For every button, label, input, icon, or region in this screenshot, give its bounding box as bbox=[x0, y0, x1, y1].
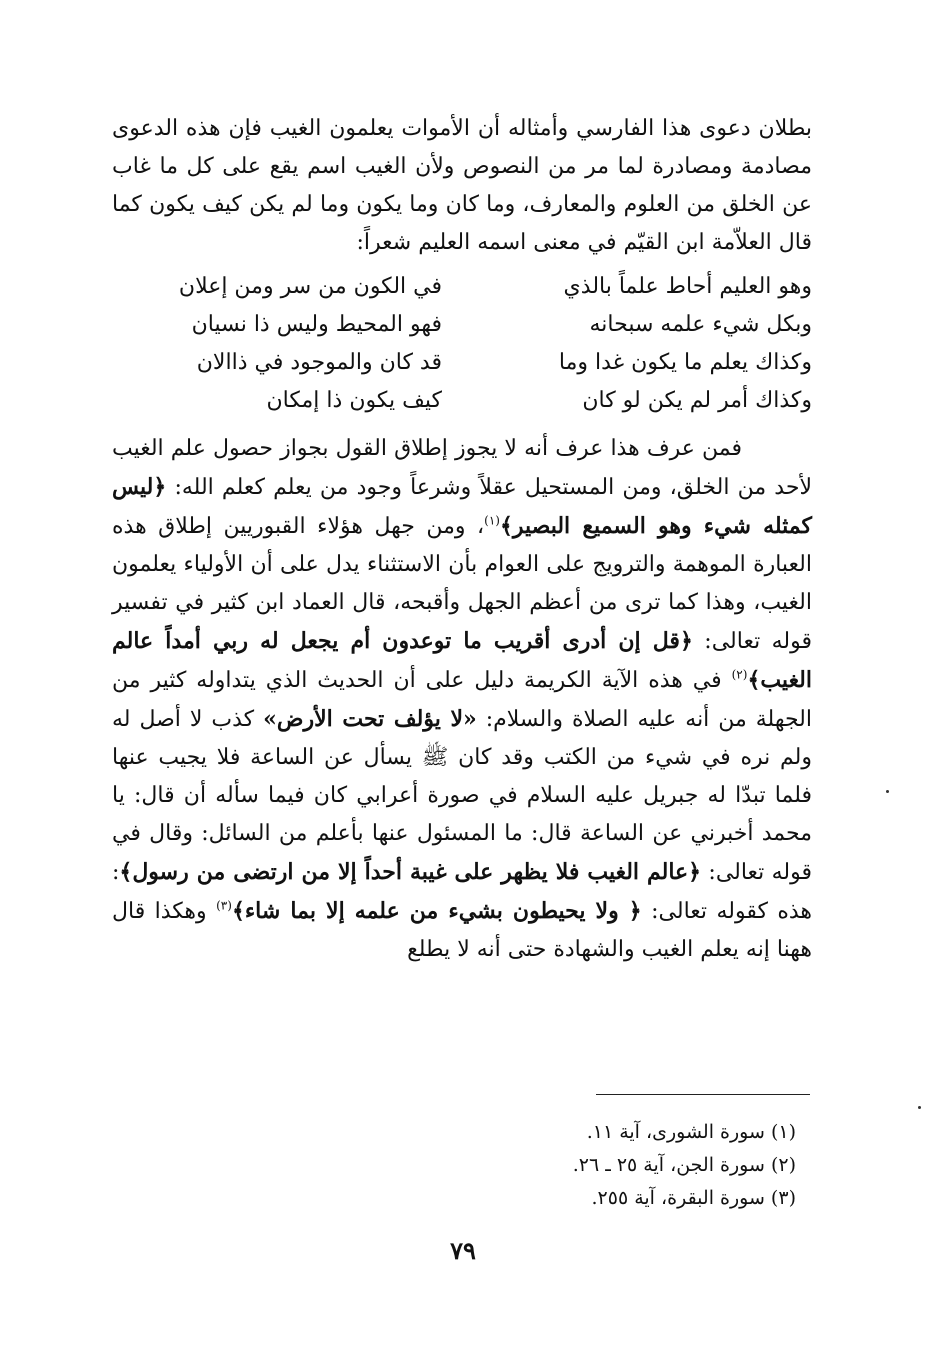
poem-verse bbox=[112, 344, 812, 382]
paragraph-1: بطلان دعوى هذا الفارسي وأمثاله أن الأموات يعلمون الغيب فإن هذه الدعوى مصادمة ومصادرة لما مر من النصوص ولأن الغيب اسم يقع على كل ما غاب عن الخلق من العلوم والمعارف، وما كان وما يكون وما لم يكن كيف يكون كما قال العلاّمة ابن القيّم في معنى اسمه العليم شعراً: bbox=[112, 116, 812, 255]
main-text bbox=[112, 110, 812, 969]
text-run: ، ومن جهل هؤلاء القبوريين إطلاق هذه العبارة الموهمة والترويج على العوام بأن الاستثناء يدل على أن الأولياء يعلمون الغيب، وهذا كما ترى من أعظم الجهل وأقبحه، قال العماد ابن كثير في تفسير قوله تعالى: bbox=[112, 514, 813, 654]
footnote-2: (٢) سورة الجن، آية ٢٥ ـ ٢٦. bbox=[572, 1154, 796, 1176]
verse-first-hemistich: وبكل شيء علمه سبحانه bbox=[589, 312, 812, 337]
text-run: في هذه الآية الكريمة دليل على أن الحديث الذي يتداوله كثير من الجهلة من أنه عليه الصلاة والسلام: bbox=[112, 668, 812, 732]
quran-quote: ﴿عالم الغيب فلا يظهر على غيبة أحداً إلا من ارتضى من رسول﴾ bbox=[119, 859, 702, 885]
footnote-ref: (١) bbox=[484, 513, 500, 528]
footnote-1: (١) سورة الشورى، آية ١١. bbox=[586, 1121, 796, 1143]
footnote-3: (٣) سورة البقرة، آية ٢٥٥. bbox=[591, 1187, 796, 1209]
text-run: : هذه كقوله تعالى: bbox=[112, 860, 813, 924]
page-number: ٧٩ bbox=[450, 1236, 476, 1265]
poem-verse bbox=[112, 382, 812, 420]
footnote-ref: (٢) bbox=[731, 667, 748, 682]
quran-quote: ﴿ليس كمثله شيء وهو السميع البصير﴾ bbox=[112, 474, 812, 539]
verse-second-hemistich: كيف يكون ذا إمكان bbox=[266, 388, 442, 413]
verse-first-hemistich: وكذاك يعلم ما يكون غدا وما bbox=[558, 350, 812, 375]
text-run: وهكذا قال ههنا إنه يعلم الغيب والشهادة حتى أنه لا يطلع bbox=[112, 899, 812, 962]
footnote-separator bbox=[596, 1094, 810, 1095]
verse-second-hemistich: في الكون من سر ومن إعلان bbox=[178, 274, 442, 299]
verse-second-hemistich: قد كان والموجود في ذاالان bbox=[196, 350, 442, 375]
verse-first-hemistich: وهو العليم أحاط علماً بالذي bbox=[563, 274, 812, 299]
footnotes bbox=[300, 1116, 796, 1215]
poem bbox=[112, 268, 812, 420]
text-run: كذب لا أصل له ولم نره في شيء من الكتب وقد كان ﷺ يسأل عن الساعة فلا يجيب عنها فلما تبدّا له جبريل عليه السلام في صورة أعرابي كان فيما سأله أن قال: يا محمد أخبرني عن الساعة قال: ما المسئول عنها بأعلم من السائل: وقال في قوله تعالى: bbox=[112, 707, 812, 885]
scan-speck bbox=[886, 790, 889, 793]
text-run: فمن عرف هذا عرف أنه لا يجوز إطلاق القول بجواز حصول علم الغيب لأحد من الخلق، ومن المستحيل عقلاً وشرعاً وجود من يعلم كعلم الله: bbox=[112, 436, 812, 500]
quran-quote: ﴿قل إن أدرى أقريب ما توعدون أم يجعل له ربي أمداً عالم الغيب﴾ bbox=[112, 628, 812, 693]
verse-second-hemistich: فهو المحيط وليس ذا نسيان bbox=[191, 312, 442, 337]
paragraph-2 bbox=[112, 430, 812, 969]
verse-first-hemistich: وكذاك أمر لم يكن لو كان bbox=[582, 388, 812, 413]
scan-speck bbox=[918, 1106, 921, 1109]
poem-verse bbox=[112, 268, 812, 306]
poem-verse bbox=[112, 306, 812, 344]
quran-quote: ﴿ ولا يحيطون بشيء من علمه إلا بما شاء﴾ bbox=[231, 898, 642, 924]
footnote-ref: (٣) bbox=[216, 898, 232, 913]
hadith-quote: «لا يؤلف تحت الأرض» bbox=[263, 706, 477, 732]
